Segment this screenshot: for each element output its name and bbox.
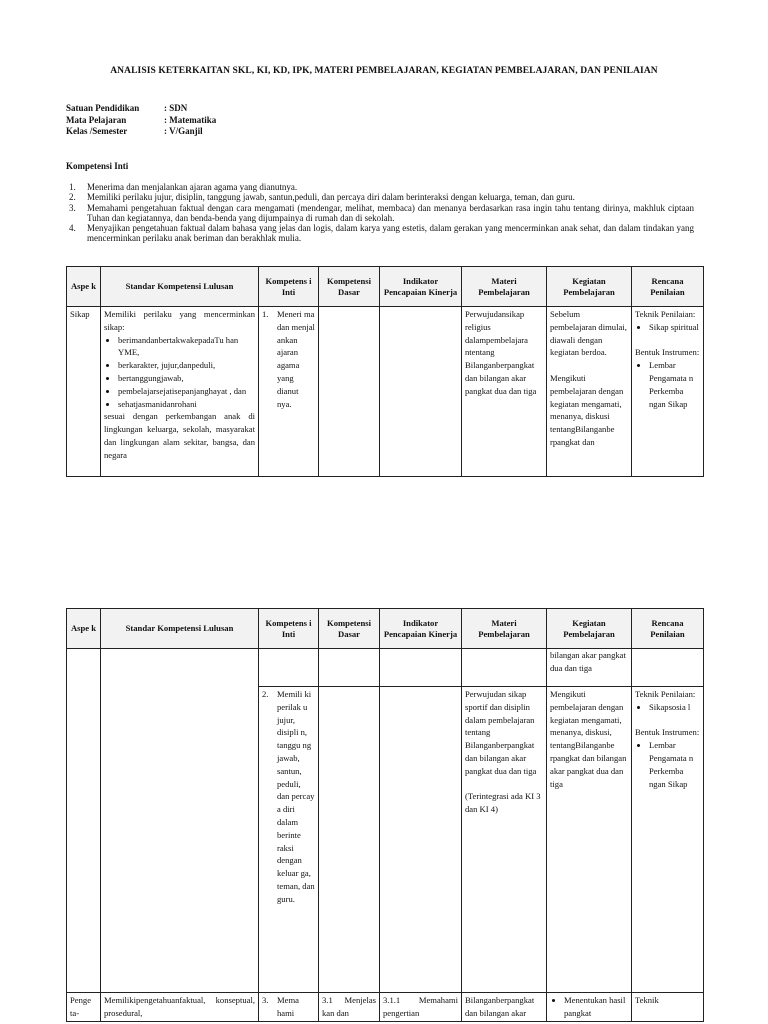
header-penilaian: Rencana Penilaian [632,267,704,307]
meta-value: : Matematika [164,114,217,125]
kegiatan-cell: bilangan akar pangkat dua dan tiga [547,649,632,687]
ki-number: 1. [69,182,76,192]
header-ki: Kompetens i Inti [259,267,319,307]
table-row [67,307,704,477]
ki-number: 2. [69,192,76,203]
list-item: • Lembar Pengamata n Perkemba ngan Sikap [649,359,700,410]
header-aspek: Aspe k [67,609,101,649]
ki-text: Meneri ma dan menjal ankan ajaran agama yang dianut nya. [277,309,315,409]
analysis-table-1 [66,266,704,477]
ki-text: Menerima dan menjalankan ajaran agama yang dianutnya. [87,182,298,192]
ipk-cell [380,649,462,687]
meta-value: : V/Ganjil [164,126,203,136]
materi-cell [462,687,547,993]
table-header-row [67,267,704,307]
header-ipk: Indikator Pencapaian Kinerja [380,609,462,649]
meta-row-kelas [66,126,216,138]
skl-outro: sesuai dengan perkembangan anak di lingkungan keluarga, sekolah, masyarakat dan lingkungan alam sekitar, bangsa, dan negara [104,411,255,460]
ki-list-item [66,223,694,244]
kd-cell [319,687,380,993]
skl-cell [101,649,259,993]
ki-number: 4. [69,223,76,234]
analysis-table-2 [66,608,704,1022]
ki-item [262,688,315,906]
list-item: • berkarakter, jujur,danpeduli, [118,359,255,372]
header-skl: Standar Kompetensi Lulusan [101,267,259,307]
penilaian-cell [632,649,704,687]
teknik-list [635,701,700,714]
penilaian-cell: Teknik [632,993,704,1022]
ki-text: Memili ki perilak u jujur, disipli n, tanggu ng jawab, santun, peduli, dan percay a diri dalam berinte raksi dengan keluar ga, teman, dan guru. [277,689,315,904]
ki-list-item [66,192,694,202]
ki-number: 2. [262,689,269,699]
list-item: • Sikap spiritual [649,321,700,334]
header-ki: Kompetens i Inti [259,609,319,649]
table-header-row [67,609,704,649]
kegiatan-cell: Mengikuti pembelajaran dengan kegiatan mengamati, menanya, diskusi, tentangBilanganbe rpangkat dan bilangan akar pangkat dua dan tiga [547,687,632,993]
ki-number: 3. [69,202,76,213]
kegiatan-cell [547,307,632,477]
header-ipk: Indikator Pencapaian Kinerja [380,267,462,307]
penilaian-cell [632,687,704,993]
materi-note: (Terintegrasi ada KI 3 dan KI 4) [465,791,541,815]
aspek-cell: Penge ta- [67,993,101,1022]
ki-list-item [66,182,694,192]
skl-bullets [104,334,255,411]
document-title: ANALISIS KETERKAITAN SKL, KI, KD, IPK, MATERI PEMBELAJARAN, KEGIATAN PEMBELAJARAN, DAN PENILAIAN [110,66,658,76]
list-item: • Lembar Pengamata n Perkemba ngan Sikap [649,739,700,790]
teknik-list [635,321,700,334]
identity-block [66,103,216,138]
kegiatan-list [550,994,628,1020]
ki-text: Memiliki perilaku jujur, disiplin, tanggung jawab, santun,peduli, dan percaya diri dalam berinteraksi dengan keluarga, teman, dan guru. [87,192,575,203]
header-kd: Kompetensi Dasar [319,609,380,649]
ki-text: Mema hami [277,995,299,1018]
kd-cell [319,649,380,687]
meta-row-mapel [66,115,216,127]
meta-label: Satuan Pendidikan [66,103,140,113]
list-item: • sehatjasmanidanrohani [118,398,255,411]
skl-intro: Memiliki perilaku yang mencerminkan sikap: [104,309,255,332]
ki-list-item [66,203,694,224]
kegiatan-paragraph: Mengikuti pembelajaran dengan kegiatan mengamati, menanya, diskusi tentangBilanganbe rpangkat dan [550,372,624,447]
instrumen-label: Bentuk Instrumen: [635,347,700,358]
list-item: • pembelajarsejatisepanjanghayat , dan [118,385,255,398]
ki-text: Menyajikan pengetahuan faktual dalam bahasa yang jelas dan logis, dalam karya yang estetis, dalam gerakan yang mencerminkan anak sehat, dan dalam tindakan yang mencerminkan perilaku anak beriman dan berakhlak mulia. [87,223,694,244]
instrumen-label: Bentuk Instrumen: [635,727,700,738]
kd-cell: 3.1 Menjelas kan dan [319,993,380,1022]
ki-heading: Kompetensi Inti [66,161,129,171]
meta-label: Kelas /Semester [66,126,128,136]
ki-text: Memahami pengetahuan faktual dengan cara mengamati (mendengar, melihat, membaca) dan menanya berdasarkan rasa ingin tahu tentang dirinya, makhluk ciptaan Tuhan dan kegiatannya, dan benda-benda yang dijumpainya di rumah dan di sekolah. [87,202,694,223]
header-kegiatan: Kegiatan Pembelajaran [547,267,632,307]
ki-cell [259,307,319,477]
list-item: • Menentukan hasil pangkat [564,994,628,1020]
header-materi: Materi Pembelajaran [462,609,547,649]
ki-number: 1. [262,309,269,319]
table-row [67,993,704,1022]
meta-value: : SDN [164,103,188,113]
ki-item [262,994,315,1020]
ki-number: 3. [262,995,269,1005]
header-penilaian: Rencana Penilaian [632,609,704,649]
ki-cell [259,649,319,687]
kegiatan-cell [547,993,632,1022]
materi-cell: Bilanganberpangkat dan bilangan akar [462,993,547,1022]
list-item: • berimandanbertakwakepadaTu han YME, [118,334,255,360]
list-item: • Sikapsosia l [649,701,700,714]
instrumen-list [635,359,700,410]
skl-cell [101,307,259,477]
header-skl: Standar Kompetensi Lulusan [101,609,259,649]
materi-cell [462,649,547,687]
kegiatan-paragraph: Sebelum pembelajaran dimulai, diawali dengan kegiatan berdoa. [550,309,627,358]
meta-row-satuan [66,103,216,115]
instrumen-list [635,739,700,790]
header-kd: Kompetensi Dasar [319,267,380,307]
ki-cell [259,993,319,1022]
penilaian-cell [632,307,704,477]
ki-list [66,182,694,244]
meta-label: Mata Pelajaran [66,114,127,125]
materi-cell: Perwujudansikap religius dalampembelajara ntentang Bilanganberpangkat dan bilangan akar pangkat dua dan tiga [462,307,547,477]
ipk-cell: 3.1.1 Memahami pengertian [380,993,462,1022]
aspek-cell [67,649,101,993]
table-row [67,649,704,687]
header-kegiatan: Kegiatan Pembelajaran [547,609,632,649]
teknik-label: Teknik Penilaian: [635,689,696,699]
teknik-label: Teknik Penilaian: [635,309,696,319]
ipk-cell [380,307,462,477]
list-item: • bertanggungjawab, [118,372,255,385]
ki-item [262,308,315,410]
header-materi: Materi Pembelajaran [462,267,547,307]
header-aspek: Aspe k [67,267,101,307]
aspek-cell: Sikap [67,307,101,477]
materi-paragraph: Perwujudan sikap sportif dan disiplin dalam pembelajaran tentang Bilanganberpangkat dan bilangan akar pangkat dua dan tiga [465,689,537,776]
ipk-cell [380,687,462,993]
kd-cell [319,307,380,477]
skl-cell: Memilikipengetahuanfaktual, konseptual, prosedural, [101,993,259,1022]
ki-cell [259,687,319,993]
